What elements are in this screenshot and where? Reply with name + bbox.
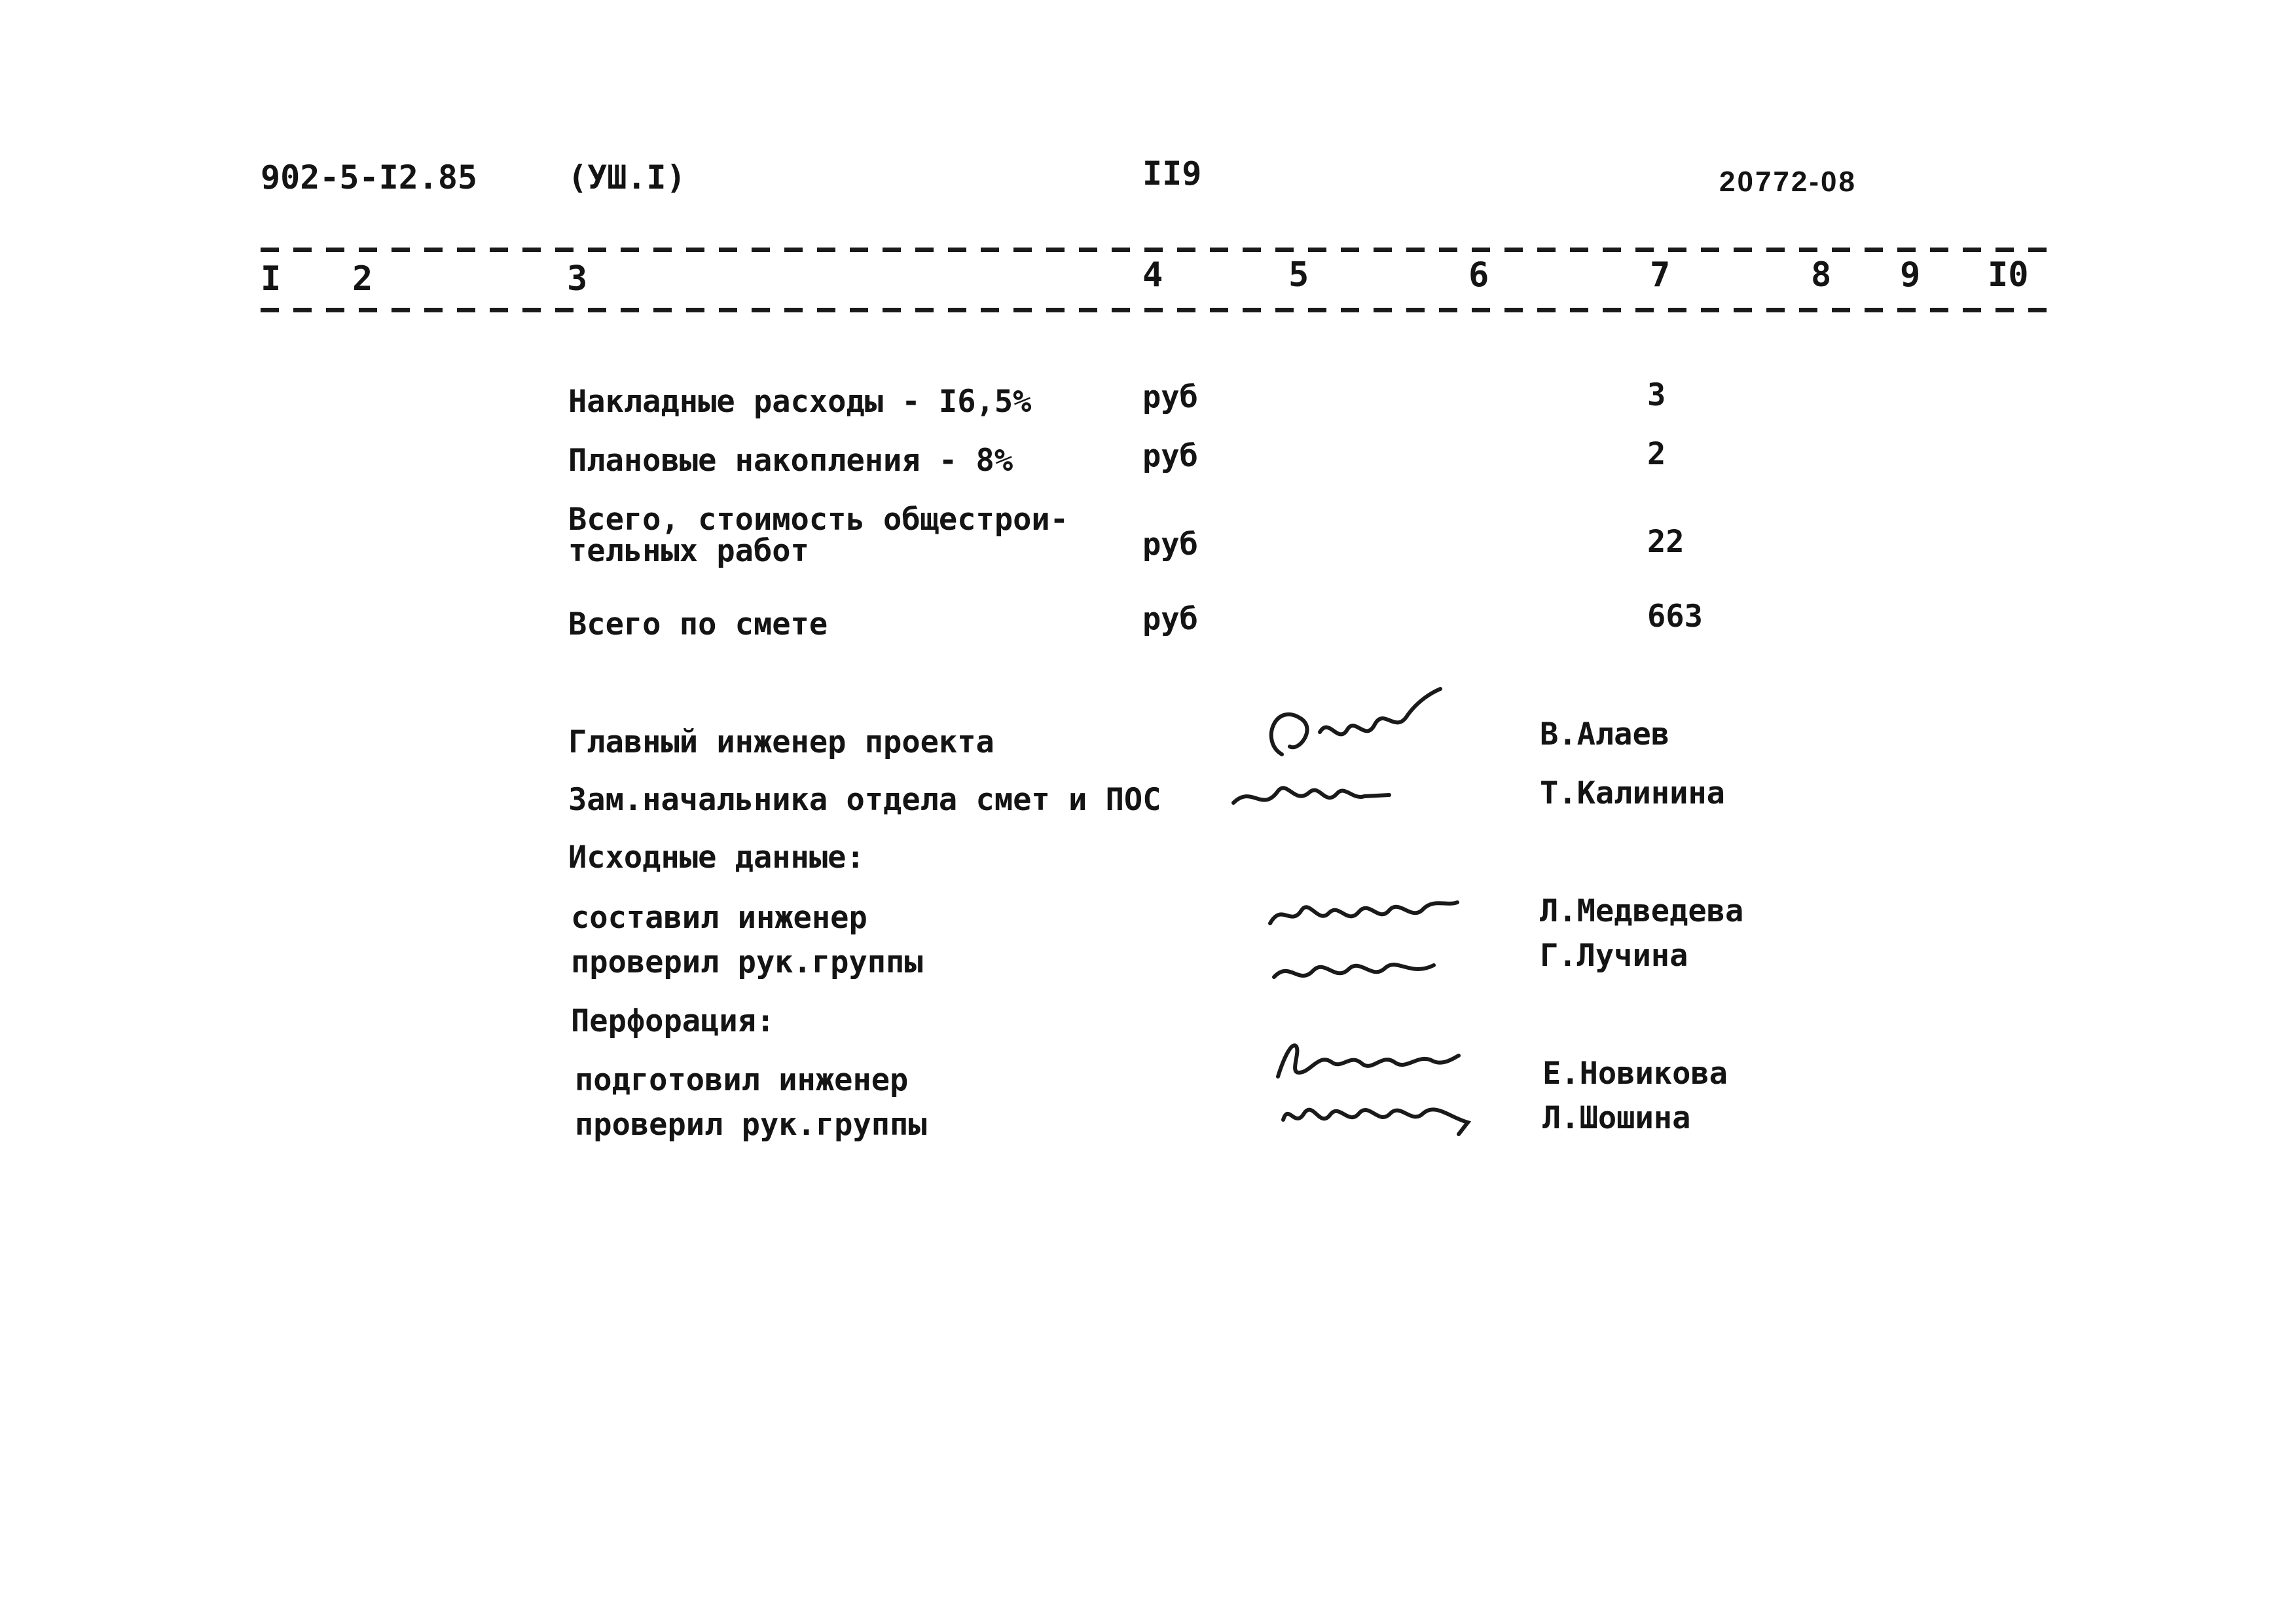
header-bottom-rule [261, 308, 2051, 312]
chief-engineer-role: Главный инженер проекта [568, 724, 994, 760]
verified-by-name: Л.Шошина [1542, 1100, 1691, 1136]
perforation-heading: Перфорация: [571, 1003, 775, 1039]
checked-by-name: Г.Лучина [1540, 938, 1688, 974]
row-overhead-name: Накладные расходы - I6,5% [568, 384, 1032, 420]
column-number-8: 8 [1811, 255, 1832, 295]
prepared-by-role: подготовил инженер [575, 1062, 909, 1098]
verified-by-signature [1278, 1094, 1474, 1139]
compiled-by-name: Л.Медведева [1540, 893, 1744, 929]
row-estimate-total-unit: руб [1142, 601, 1198, 637]
row-planned-savings-unit: руб [1142, 438, 1198, 474]
column-number-7: 7 [1650, 255, 1671, 295]
header-top-rule [261, 248, 2051, 252]
checked-by-signature [1270, 946, 1440, 991]
row-construction-total-name-line1: Всего, стоимость общестрои- [568, 502, 1069, 538]
chief-engineer-signature [1256, 686, 1446, 765]
prepared-by-name: Е.Новикова [1542, 1056, 1728, 1092]
checked-by-role: проверил рук.группы [571, 944, 923, 980]
deputy-head-role: Зам.начальника отдела смет и ПОС [568, 782, 1161, 818]
column-number-10: I0 [1988, 255, 2029, 295]
column-number-9: 9 [1900, 255, 1921, 295]
row-overhead-value: 3 [1647, 377, 1666, 413]
row-overhead-unit: руб [1142, 379, 1198, 415]
column-number-1: I [261, 259, 282, 299]
prepared-by-signature [1273, 1033, 1463, 1092]
page-number: II9 [1142, 155, 1202, 193]
chief-engineer-name: В.Алаев [1540, 716, 1670, 752]
column-number-6: 6 [1468, 255, 1489, 295]
document-number: 902-5-I2.85 [261, 158, 478, 196]
row-estimate-total-name: Всего по смете [568, 606, 828, 642]
compiled-by-signature [1266, 884, 1463, 936]
row-planned-savings-name: Плановые накопления - 8% [568, 443, 1013, 479]
column-number-2: 2 [352, 259, 373, 299]
verified-by-role: проверил рук.группы [575, 1107, 927, 1143]
deputy-head-name: Т.Калинина [1540, 775, 1725, 811]
row-construction-total-name-line2: тельных работ [568, 533, 809, 569]
archive-code: 20772-08 [1719, 166, 1857, 198]
row-construction-total-value: 22 [1647, 524, 1685, 560]
deputy-head-signature [1230, 765, 1393, 817]
column-number-4: 4 [1142, 255, 1163, 295]
compiled-by-role: составил инженер [571, 900, 867, 936]
column-number-5: 5 [1288, 255, 1309, 295]
row-estimate-total-value: 663 [1647, 599, 1703, 635]
section-number: (УШ.I) [568, 158, 686, 196]
row-planned-savings-value: 2 [1647, 436, 1666, 472]
row-construction-total-unit: руб [1142, 526, 1198, 563]
column-number-3: 3 [567, 259, 588, 299]
source-data-heading: Исходные данные: [568, 840, 865, 876]
